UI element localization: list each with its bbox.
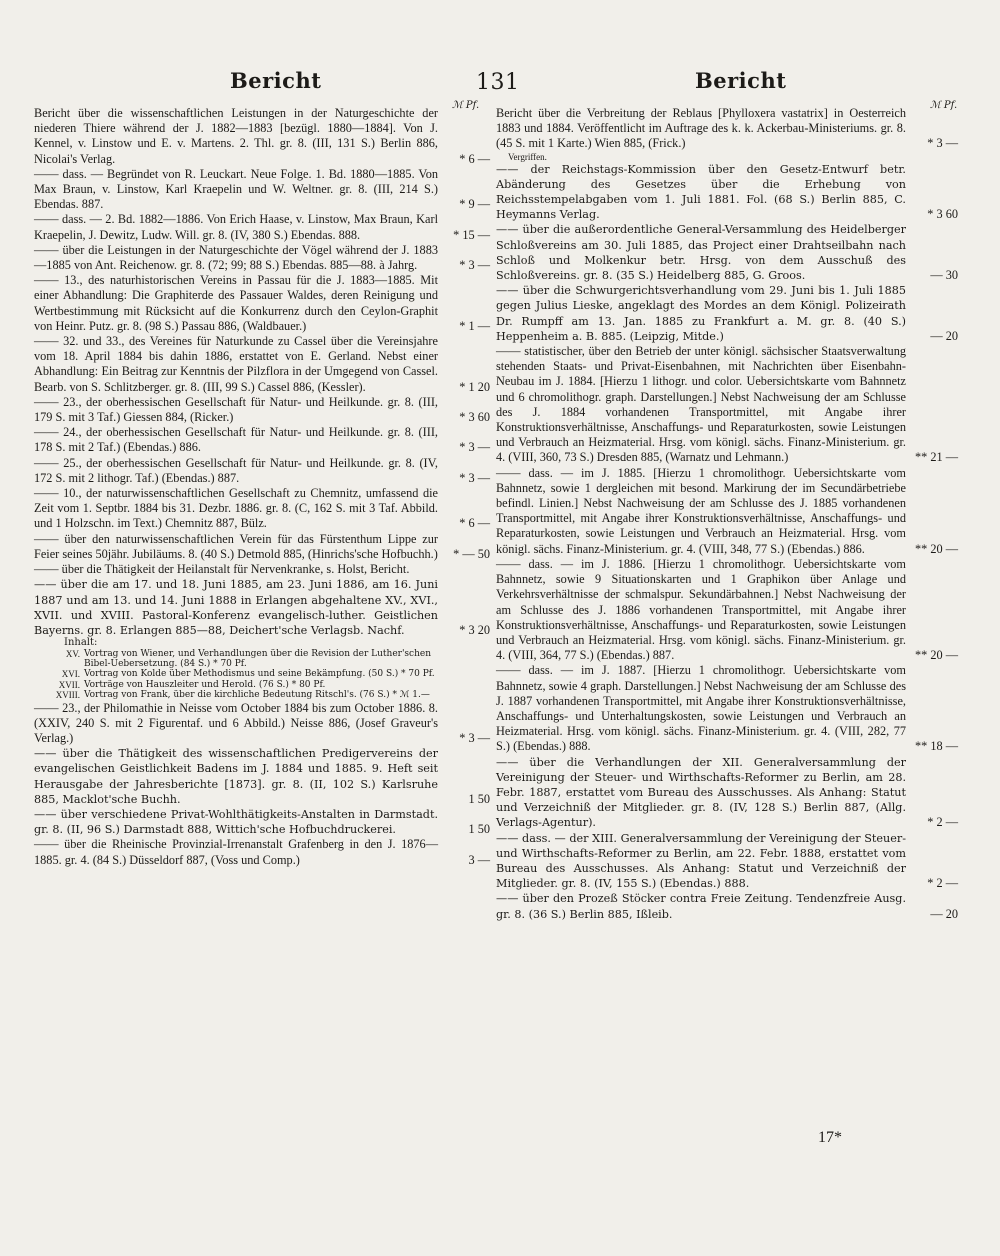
entry-price: * 6 — (459, 151, 490, 166)
entry-price: * 1 20 (459, 379, 490, 394)
contents-text: Vortrag von Wiener, und Verhandlungen über die Revision der Luther'schen Bibel-Uebersetzung. (84 S.) * 70 Pf. (84, 648, 431, 669)
entry-price: * 9 — (459, 197, 490, 212)
entry-price: — 30 (930, 268, 958, 283)
left-column (34, 106, 490, 868)
contents-line (34, 690, 490, 700)
entry-price: ** 20 — (914, 648, 958, 663)
bibliography-entry (34, 425, 490, 455)
entry-text: —— 23., der Philomathie in Neisse vom October 1884 bis zum October 1886. 8. (XXIV, 240 S. mit 2 Figurentaf. und 6 Abbild.) Neisse 886, (Josef Graveur's Verlag.) (34, 700, 442, 745)
price-column-header-right: ℳ Pf. (930, 100, 958, 111)
bibliography-entry (496, 162, 958, 223)
entry-price: 3 — (468, 852, 490, 867)
sheet-signature: 17* (818, 1129, 842, 1146)
contents-text: Vortrag von Frank, über die kirchliche Bedeutung Ritschl's. (76 S.) * ℳ 1.— (84, 690, 430, 701)
running-head-right: Bericht (695, 68, 787, 93)
entry-text: —— 13., des naturhistorischen Vereins in Passau für die J. 1883—1885. Mit einer Abhandlung: Die Graphiterde des Passauer Waldes, deren Reinigung und Wertbestimmung mit Rücksicht auf die Konkurrenz durch den Ceylon-Graphit von Heinr. Putz. gr. 8. (98 S.) Passau 886, (Waldbauer.) (34, 273, 442, 333)
bibliography-entry (34, 486, 490, 532)
entry-price: * 3 — (459, 470, 490, 485)
entry-price: * 3 20 (459, 622, 490, 637)
contents-number: XVII. (58, 679, 80, 690)
contents-line (34, 680, 490, 690)
entry-text: —— über den naturwissenschaftlichen Verein für das Fürstenthum Lippe zur Feier seines 50jähr. Jubiläums. 8. (40 S.) Detmold 885, (Hinrichs'sche Hofbuchh.) (34, 531, 442, 561)
bibliography-entry (34, 746, 490, 807)
bibliography-entry (34, 106, 490, 167)
bibliography-entry (496, 557, 958, 663)
running-head-left: Bericht (230, 68, 322, 93)
entry-text: —— über verschiedene Privat-Wohlthätigkeits-Anstalten in Darmstadt. gr. 8. (II, 96 S.) Darmstadt 888, Wittich'sche Hofbuchdruckerei. (34, 807, 442, 837)
contents-heading: Inhalt: (64, 637, 98, 649)
contents-number: XV. (65, 648, 80, 659)
entry-price: ** 21 — (914, 450, 958, 465)
entry-price: ** 20 — (914, 541, 958, 556)
entry-text: —— über die Rheinische Provinzial-Irrenanstalt Grafenberg in den J. 1876—1885. gr. 4. (84 S.) Düsseldorf 887, (Voss und Comp.) (34, 837, 438, 867)
entry-price: 1 50 (468, 822, 490, 837)
bibliography-entry (496, 283, 958, 344)
entry-text: —— über die Thätigkeit der Heilanstalt für Nervenkranke, s. Holst, Bericht. (34, 562, 410, 577)
price-column-header-left: ℳ Pf. (452, 100, 480, 111)
bibliography-entry (34, 273, 490, 334)
entry-text: —— über die Leistungen in der Naturgeschichte der Vögel während der J. 1883—1885 von Ant. Reichenow. gr. 8. (72; 99; 88 S.) Ebendas. 885—88. à Jahrg. (34, 242, 438, 273)
entry-text: —— dass. — der XIII. Generalversammlung der Vereinigung der Steuer- und Wirthschafts-Reformer zu Berlin, am 22. Febr. 1888, erstattet vom Bureau des Ausschusses. Als Anhang: Statut und Verzeichniß der Mitglieder. gr. 8. (IV, 155 S.) (Ebendas.) 888. (496, 831, 910, 891)
contents-line (34, 669, 490, 679)
entry-text: —— über die außerordentliche General-Versammlung des Heidelberger Schloßvereins am 30. Juli 1885, das Project einer Drahtseilbahn nach Schloß und Molkenkur betr. Hrsg. von dem Ausschuß des Schloßvereins. gr. 8. (35 S.) Heidelberg 885, G. Groos. (496, 223, 910, 283)
entry-text: —— statistischer, über den Betrieb der unter königl. sächsischer Staatsverwaltung stehenden Staats- und Privat-Eisenbahnen, mit Nachrichten über Eisenbahn-Neubau im J. 1884. [Hierzu 1 lithogr. und color. Uebersichtskarte vom Bahnnetz und 6 chromolithogr. graph. Darstellungen.] Nebst Nachweisung der am Schlusse des J. 1884 vorhandenen Transportmittel, mit Angabe ihrer Konstruktionsverhältnisse, Anschaffungs- und Reparaturkosten, sowie Leistungen und Verbrauch an Heizmaterial. Hrsg. vom königl. sächs. Finanz-Ministerium. gr. 4. (VIII, 360, 73 S.) Dresden 885, (Warnatz und Lehmann.) (496, 344, 910, 465)
contents-text: Vorträge von Hauszleiter und Herold. (76 S.) * 80 Pf. (84, 679, 326, 690)
entry-text: —— 25., der oberhessischen Gesellschaft für Natur- und Heilkunde. gr. 8. (IV, 172 S. mit 2 lithogr. Taf.) (Ebendas.) 887. (34, 455, 442, 485)
entry-note: Vergriffen. (508, 151, 547, 162)
entry-price: * 3 — (459, 440, 490, 455)
entry-price: * 3 60 (459, 410, 490, 425)
entry-text: —— über die Verhandlungen der XII. Generalversammlung der Vereinigung der Steuer- und Wirthschafts-Reformer zu Berlin, am 28. Febr. 1887, erstattet vom Bureau des Ausschusses. Als Anhang: Statut und Verzeichniß der Mitglieder. gr. 8. (IV, 128 S.) Berlin 887, (Allg. Verlags-Agentur). (496, 755, 910, 830)
entry-text: —— dass. — Begründet von R. Leuckart. Neue Folge. 1. Bd. 1880—1885. Von Max Braun, v. Linstow, Karl Kraepelin und W. Weltner. gr. 8. (III, 214 S.) Ebendas. 887. (34, 166, 442, 212)
contents-number: XVI. (61, 669, 80, 680)
bibliography-entry (496, 344, 958, 466)
bibliography-entry (34, 562, 490, 577)
entry-text: —— über die Schwurgerichtsverhandlung vom 29. Juni bis 1. Juli 1885 gegen Julius Lieske, angeklagt des Mordes an dem Königl. Polizeirath Dr. Rumpff am 13. Jan. 1885 zu Frankfurt a. M. gr. 8. (40 S.) Heppenheim a. B. 885. (Leipzig, Mitde.) (496, 284, 910, 343)
contents-number: XVIII. (55, 690, 80, 701)
entry-text: Bericht über die Verbreitung der Reblaus [Phylloxera vastatrix] in Oesterreich 1883 und 1884. Veröffentlicht im Auftrage des k. k. Ackerbau-Ministeriums. gr. 8. (45 S. mit 1 Karte.) Wien 885, (Frick.) (496, 106, 910, 151)
entry-price: * 3 — (927, 136, 958, 151)
entry-text: —— 10., der naturwissenschaftlichen Gesellschaft zu Chemnitz, umfassend die Zeit vom 1. Septbr. 1884 bis 31. Dezbr. 1886. gr. 8. (C, 162 S. mit 3 Taf. Abbild. und 1 Holzschn. im Text.) Chemnitz 887, Bülz. (34, 486, 442, 531)
bibliography-entry (34, 837, 490, 867)
bibliography-entry (34, 334, 490, 395)
entry-price: — 20 (930, 328, 958, 343)
entry-price: * 6 — (459, 516, 490, 531)
entry-text: —— 24., der oberhessischen Gesellschaft für Natur- und Heilkunde. gr. 8. (III, 178 S. mit 2 Taf.) (Ebendas.) 886. (34, 425, 442, 455)
entry-text: —— dass. — im J. 1886. [Hierzu 1 chromolithogr. Uebersichtskarte vom Bahnnetz, sowie 9 Situationskarten und 1 Graphikon über Anlage und Verkehrsverhältnisse der schmalspur. Sekundärbahnen.] Nebst Nachweisung der am Schlusse des J. 1886 vorhandenen Transportmittel, mit Angabe ihrer Konstruktionsverhältnisse, Anschaffungs- und Reparaturkosten, sowie Leistungen und Verbrauch an Heizmaterial. Hrsg. vom königl. sächs. Finanz-Ministerium. gr. 4. (VIII, 364, 77 S.) (Ebendas.) 887. (496, 556, 910, 663)
entry-text: —— der Reichstags-Kommission über den Gesetz-Entwurf betr. Abänderung des Gesetzes über die Erhebung von Reichsstempelabgaben vom 1. Juli 1881. Fol. (68 S.) Berlin 885, C. Heymanns Verlag. (496, 162, 910, 222)
page-number: 131 (476, 70, 520, 95)
bibliography-entry (496, 222, 958, 283)
bibliography-entry (496, 466, 958, 557)
contents-text: Vortrag von Kolde über Methodismus und seine Bekämpfung. (50 S.) * 70 Pf. (84, 669, 435, 680)
entry-text: —— dass. — 2. Bd. 1882—1886. Von Erich Haase, v. Linstow, Max Braun, Karl Kraepelin, J. Dewitz, Ludw. Will. gr. 8. (IV, 380 S.) Ebendas. 888. (34, 212, 442, 242)
right-column (496, 106, 958, 922)
entry-price: * 3 — (459, 258, 490, 273)
entry-price: * 2 — (927, 876, 958, 891)
bibliography-entry (34, 577, 490, 638)
entry-text: —— dass. — im J. 1885. [Hierzu 1 chromolithogr. Uebersichtskarte vom Bahnnetz, sowie 1 dergleichen mit besond. Markirung der im Secundärbetriebe befindl. Linien.] Nebst Nachweisung der am Schlusse des J. 1885 vorhandenen Transportmittel, mit Angabe ihrer Konstruktionsverhältnisse, Anschaffungs- und Reparaturkosten, sowie Leistungen und Verbrauch an Heizmaterial. Hrsg. vom königl. sächs. Finanz-Ministerium. gr. 4. (VIII, 348, 77 S.) (Ebendas.) 886. (496, 465, 910, 556)
entry-text: —— über den Prozeß Stöcker contra Freie Zeitung. Tendenzfreie Ausg. gr. 8. (36 S.) Berlin 885, Ißleib. (496, 892, 910, 921)
entry-price: 1 50 (468, 791, 490, 806)
entry-text: —— dass. — im J. 1887. [Hierzu 1 chromolithogr. Uebersichtskarte vom Bahnnetz, sowie 4 graph. Darstellungen.] Nebst Nachweisung der am Schlusse des J. 1887 vorhandenen Transportmittel, mit Angabe ihrer Konstruktionsverhältnisse, Anschaffungs- und Unterhaltungskosten, sowie Leistungen und Verbrauch an Heizmaterial. Hrsg. vom königl. sächs. Finanz-Ministerium. gr. 4. (VIII, 282, 77 S.) (Ebendas.) 888. (496, 663, 910, 754)
bibliography-entry (34, 532, 490, 562)
bibliography-entry (34, 243, 490, 273)
contents-line (34, 649, 490, 670)
entry-price: * 1 — (459, 318, 490, 333)
entry-price: ** 18 — (914, 739, 958, 754)
entry-price: * 15 — (453, 227, 490, 242)
bibliography-entry (34, 167, 490, 213)
bibliography-entry (496, 106, 958, 152)
bibliography-entry (34, 395, 490, 425)
bibliography-entry (34, 807, 490, 837)
entry-text: —— 32. und 33., des Vereines für Naturkunde zu Cassel über die Vereinsjahre vom 18. April 1884 bis dahin 1886, erstattet von E. Gerland. Nebst einer Abhandlung: Ein Beitrag zur Kenntnis der Pilzflora in der Umgegend von Cassel. Bearb. von S. Schlitzberger. gr. 8. (III, 99 S.) Cassel 886, (Kessler). (34, 334, 442, 394)
bibliography-entry (496, 891, 958, 921)
bibliography-entry (496, 831, 958, 892)
entry-price: — 20 (930, 906, 958, 921)
entry-price: * 3 — (459, 730, 490, 745)
bibliography-entry (496, 755, 958, 831)
entry-price: * 2 — (927, 815, 958, 830)
entry-price: * — 50 (453, 546, 490, 561)
bibliography-entry (34, 212, 490, 242)
bibliography-entry (34, 456, 490, 486)
entry-text: —— über die am 17. und 18. Juni 1885, am 23. Juni 1886, am 16. Juni 1887 und am 13. und 14. Juni 1888 in Erlangen abgehaltene XV., XVI., XVII. und XVIII. Pastoral-Konferenz evangelisch-luther. Geistlichen Bayerns. gr. 8. Erlangen 885—88, Deichert'sche Verlagsb. Nachf. (34, 578, 442, 637)
bibliography-entry (496, 663, 958, 754)
entry-price: * 3 60 (927, 207, 958, 222)
entry-text: —— über die Thätigkeit des wissenschaftlichen Predigervereins der evangelischen Geistlichkeit Badens im J. 1884 und 1885. 9. Heft seit Herausgabe der Jahresberichte [1873]. gr. 8. (II, 102 S.) Karlsruhe 885, Macklot'sche Buchh. (34, 747, 442, 806)
entry-text: Bericht über die wissenschaftlichen Leistungen in der Naturgeschichte der niederen Thiere während der J. 1882—1883 [bezügl. 1880—1884]. Von J. Kennel, v. Linstow und E. v. Martens. 2. Thl. gr. 8. (III, 131 S.) Berlin 886, Nicolai's Verlag. (34, 106, 442, 166)
entry-text: —— 23., der oberhessischen Gesellschaft für Natur- und Heilkunde. gr. 8. (III, 179 S. mit 3 Taf.) Giessen 884, (Ricker.) (34, 394, 442, 425)
bibliography-entry (34, 701, 490, 747)
